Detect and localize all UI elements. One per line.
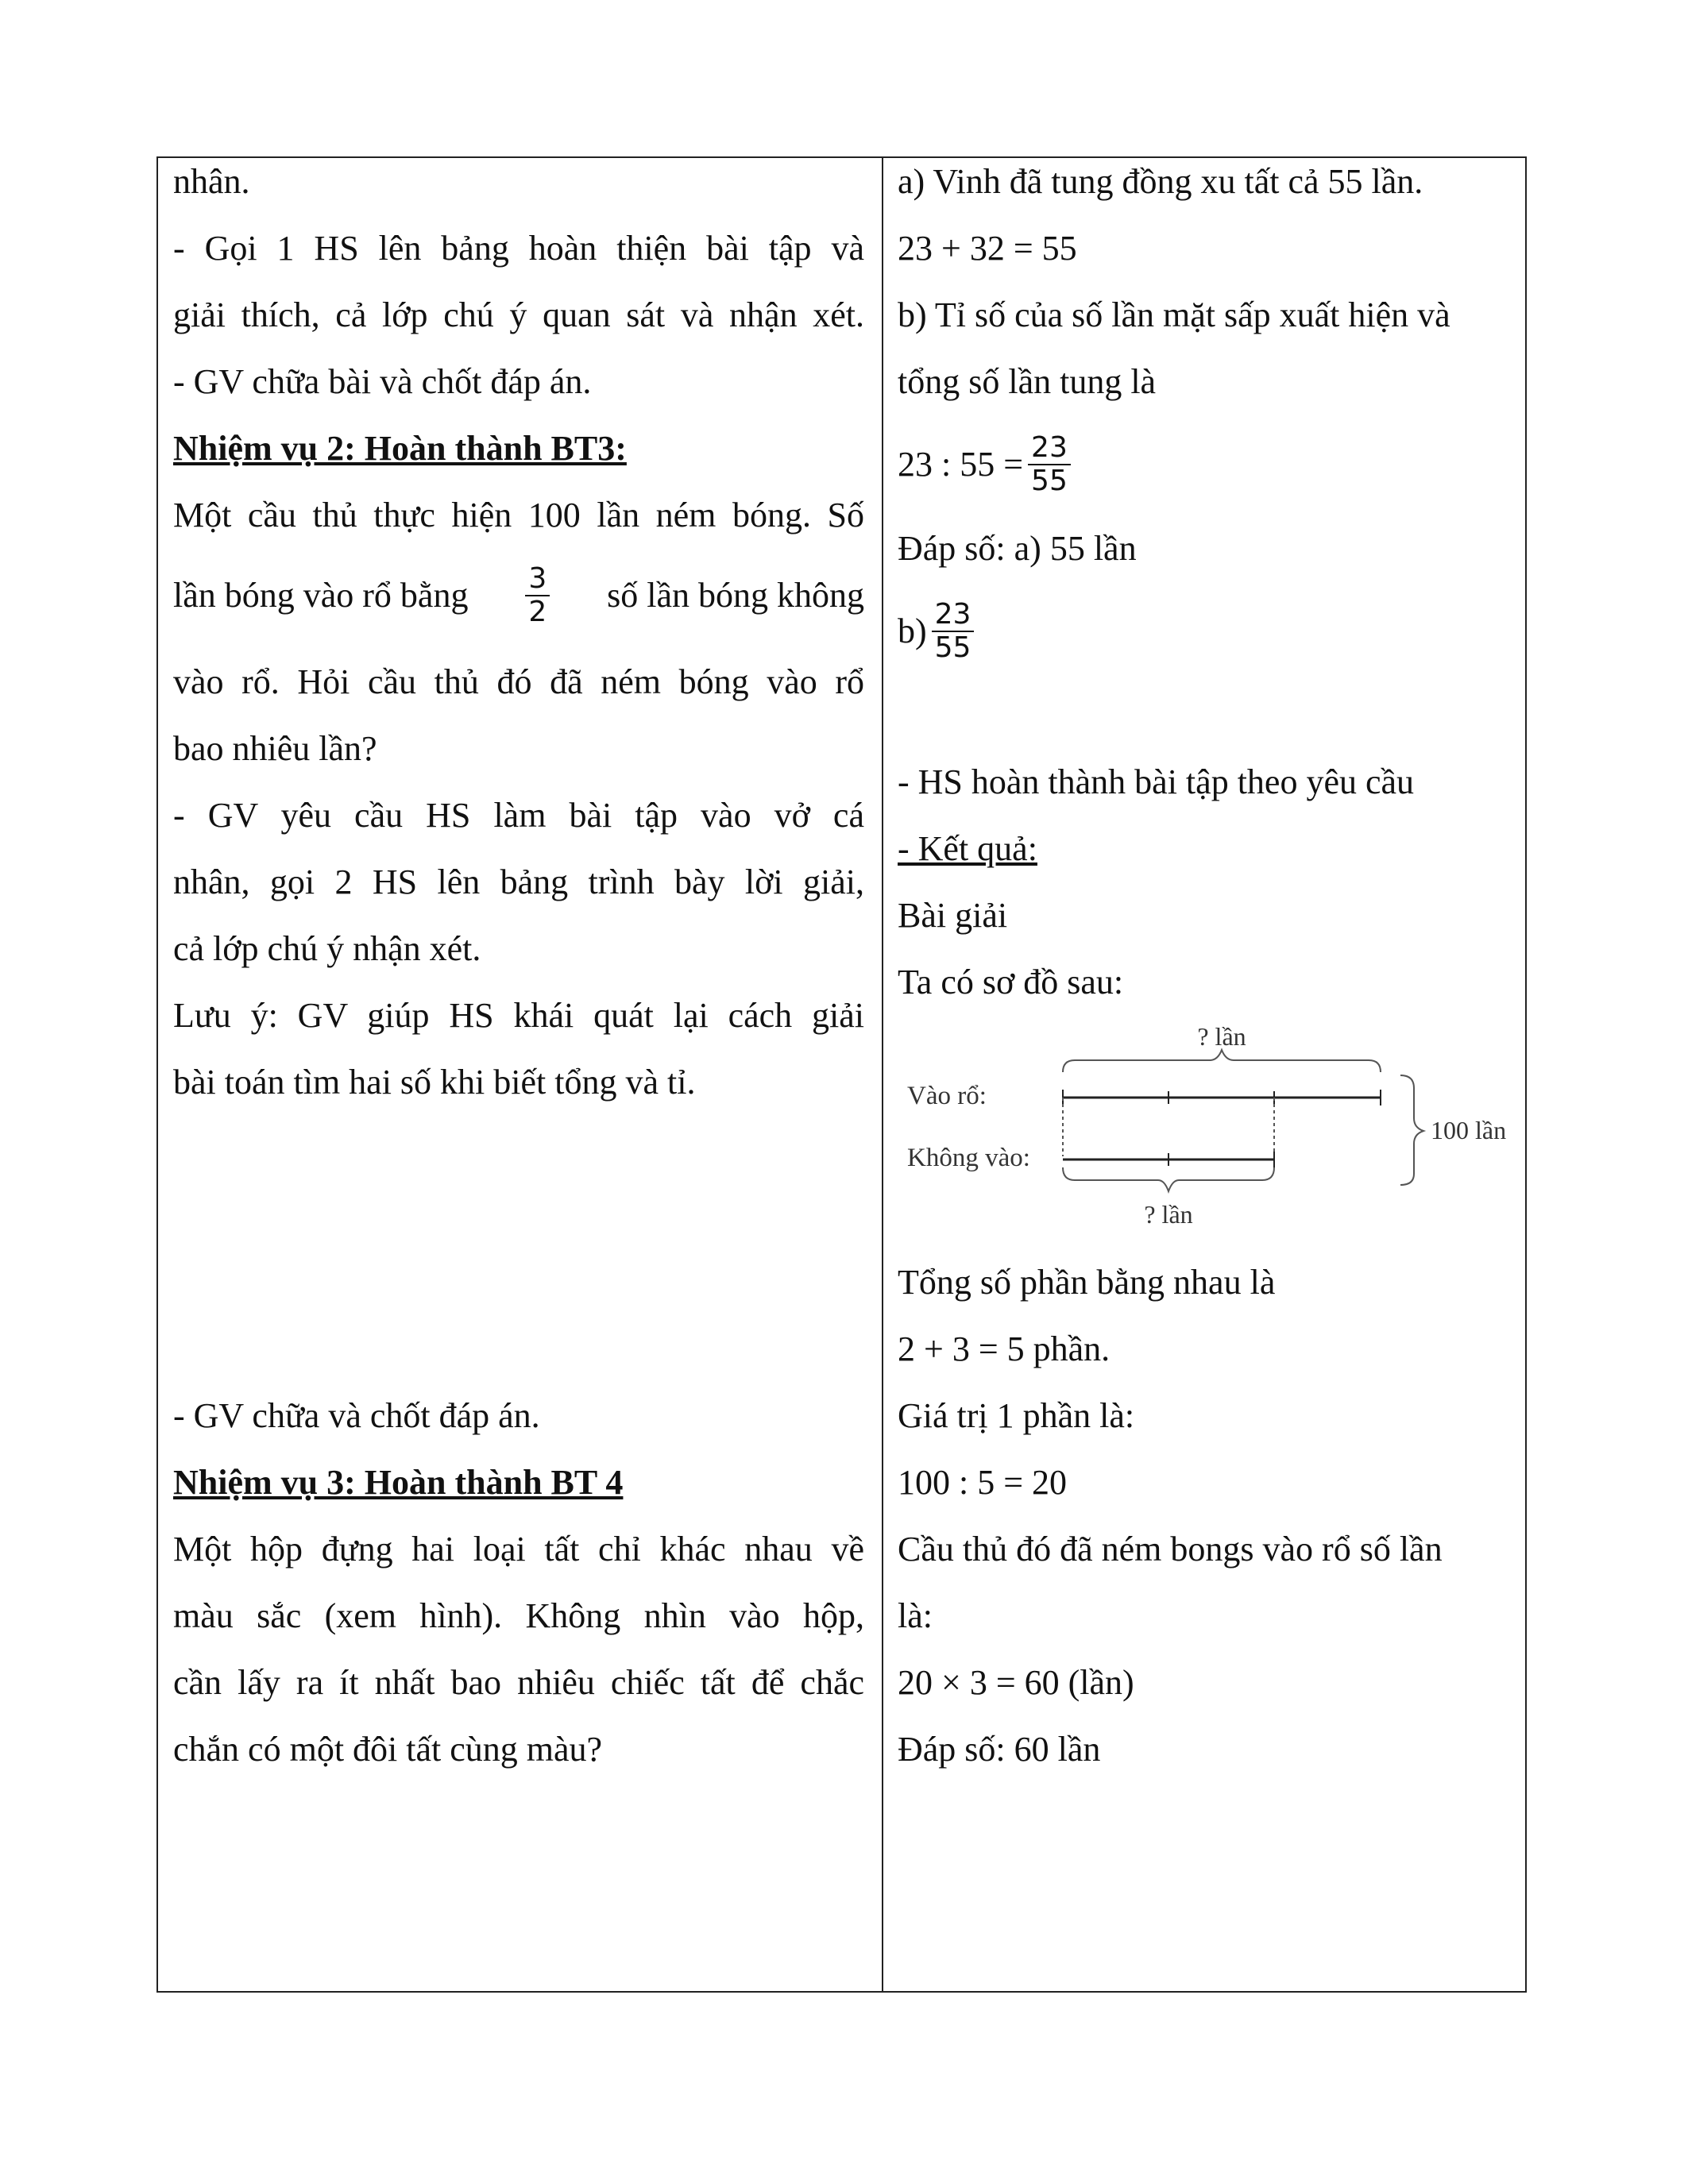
right-line: Bài giải (898, 896, 1008, 935)
right-brace (1400, 1075, 1423, 1185)
fraction-numerator: 3 (525, 563, 550, 596)
diagram-total-label: 100 lần (1431, 1116, 1507, 1144)
fraction-three-halves (525, 563, 550, 628)
right-text: b) (898, 612, 927, 650)
right-line: 100 : 5 = 20 (898, 1463, 1068, 1502)
right-line: Ta có sơ đồ sau: (898, 963, 1124, 1001)
left-line: - Gọi 1 HS lên bảng hoàn thiện bài tập và (173, 229, 864, 268)
fraction-numerator: 23 (932, 599, 975, 632)
left-line: - GV chữa bài và chốt đáp án. (173, 362, 592, 401)
left-line: bài toán tìm hai số khi biết tổng và tỉ. (173, 1063, 696, 1102)
right-line: 2 + 3 = 5 phần. (898, 1329, 1111, 1368)
right-line: - HS hoàn thành bài tập theo yêu cầu (898, 762, 1415, 801)
right-line: Đáp số: a) 55 lần (898, 529, 1137, 568)
left-line-with-fraction (173, 556, 864, 635)
right-line: Tổng số phần bằng nhau là (898, 1263, 1276, 1302)
fraction-denominator: 2 (528, 596, 547, 628)
right-line-with-fraction (898, 421, 1076, 508)
segment-diagram (896, 1024, 1524, 1239)
right-line: Giá trị 1 phần là: (898, 1396, 1135, 1435)
right-line: a) Vinh đã tung đồng xu tất cả 55 lần. (898, 162, 1423, 201)
right-line-with-fraction (898, 588, 979, 675)
right-line: là: (898, 1596, 933, 1635)
right-line: Cầu thủ đó đã ném bongs vào rổ số lần (898, 1530, 1443, 1569)
top-brace (1063, 1050, 1381, 1072)
fraction-23-55 (1028, 432, 1071, 497)
fraction-denominator: 55 (1031, 465, 1068, 497)
left-line: cần lấy ra ít nhất bao nhiêu chiếc tất để chắc (173, 1663, 864, 1702)
task3-heading: Nhiệm vụ 3: Hoàn thành BT 4 (173, 1463, 624, 1502)
left-line: - GV yêu cầu HS làm bài tập vào vở cá (173, 796, 864, 835)
right-line: b) Tỉ số của số lần mặt sấp xuất hiện và (898, 295, 1450, 334)
left-line: nhân. (173, 162, 250, 201)
left-line: Một cầu thủ thực hiện 100 lần ném bóng. Số (173, 496, 864, 534)
left-line: cả lớp chú ý nhận xét. (173, 929, 481, 968)
task2-heading: Nhiệm vụ 2: Hoàn thành BT3: (173, 429, 627, 468)
fraction-denominator: 55 (934, 631, 971, 664)
left-line: chắn có một đôi tất cùng màu? (173, 1730, 603, 1769)
left-line: giải thích, cả lớp chú ý quan sát và nhận xét. (173, 295, 864, 334)
left-text: lần bóng vào rổ bằng (173, 576, 469, 615)
left-line: vào rổ. Hỏi cầu thủ đó đã ném bóng vào rổ (173, 662, 864, 701)
left-line: nhân, gọi 2 HS lên bảng trình bày lời giải, (173, 862, 864, 901)
diagram-row1-label: Vào rổ: (907, 1082, 987, 1110)
right-text: 23 : 55 = (898, 445, 1024, 484)
fraction-numerator: 23 (1028, 432, 1071, 465)
diagram-top-label: ? lần (1197, 1024, 1246, 1051)
left-text: số lần bóng không (607, 576, 864, 615)
fraction-23-55 (932, 599, 975, 664)
left-line: bao nhiêu lần? (173, 729, 377, 768)
diagram-bottom-label: ? lần (1144, 1200, 1193, 1229)
left-line: Một hộp đựng hai loại tất chỉ khác nhau về (173, 1530, 864, 1569)
bottom-brace (1063, 1167, 1274, 1191)
right-line: tổng số lần tung là (898, 362, 1157, 401)
left-line: màu sắc (xem hình). Không nhìn vào hộp, (173, 1596, 864, 1635)
right-line: 23 + 32 = 55 (898, 229, 1077, 268)
left-line: Lưu ý: GV giúp HS khái quát lại cách giải (173, 996, 864, 1035)
right-line: 20 × 3 = 60 (lần) (898, 1663, 1134, 1702)
result-heading: - Kết quả: (898, 829, 1037, 868)
right-line: Đáp số: 60 lần (898, 1730, 1101, 1769)
left-line: - GV chữa và chốt đáp án. (173, 1396, 540, 1435)
column-divider (882, 156, 883, 1993)
diagram-row2-label: Không vào: (907, 1144, 1030, 1172)
